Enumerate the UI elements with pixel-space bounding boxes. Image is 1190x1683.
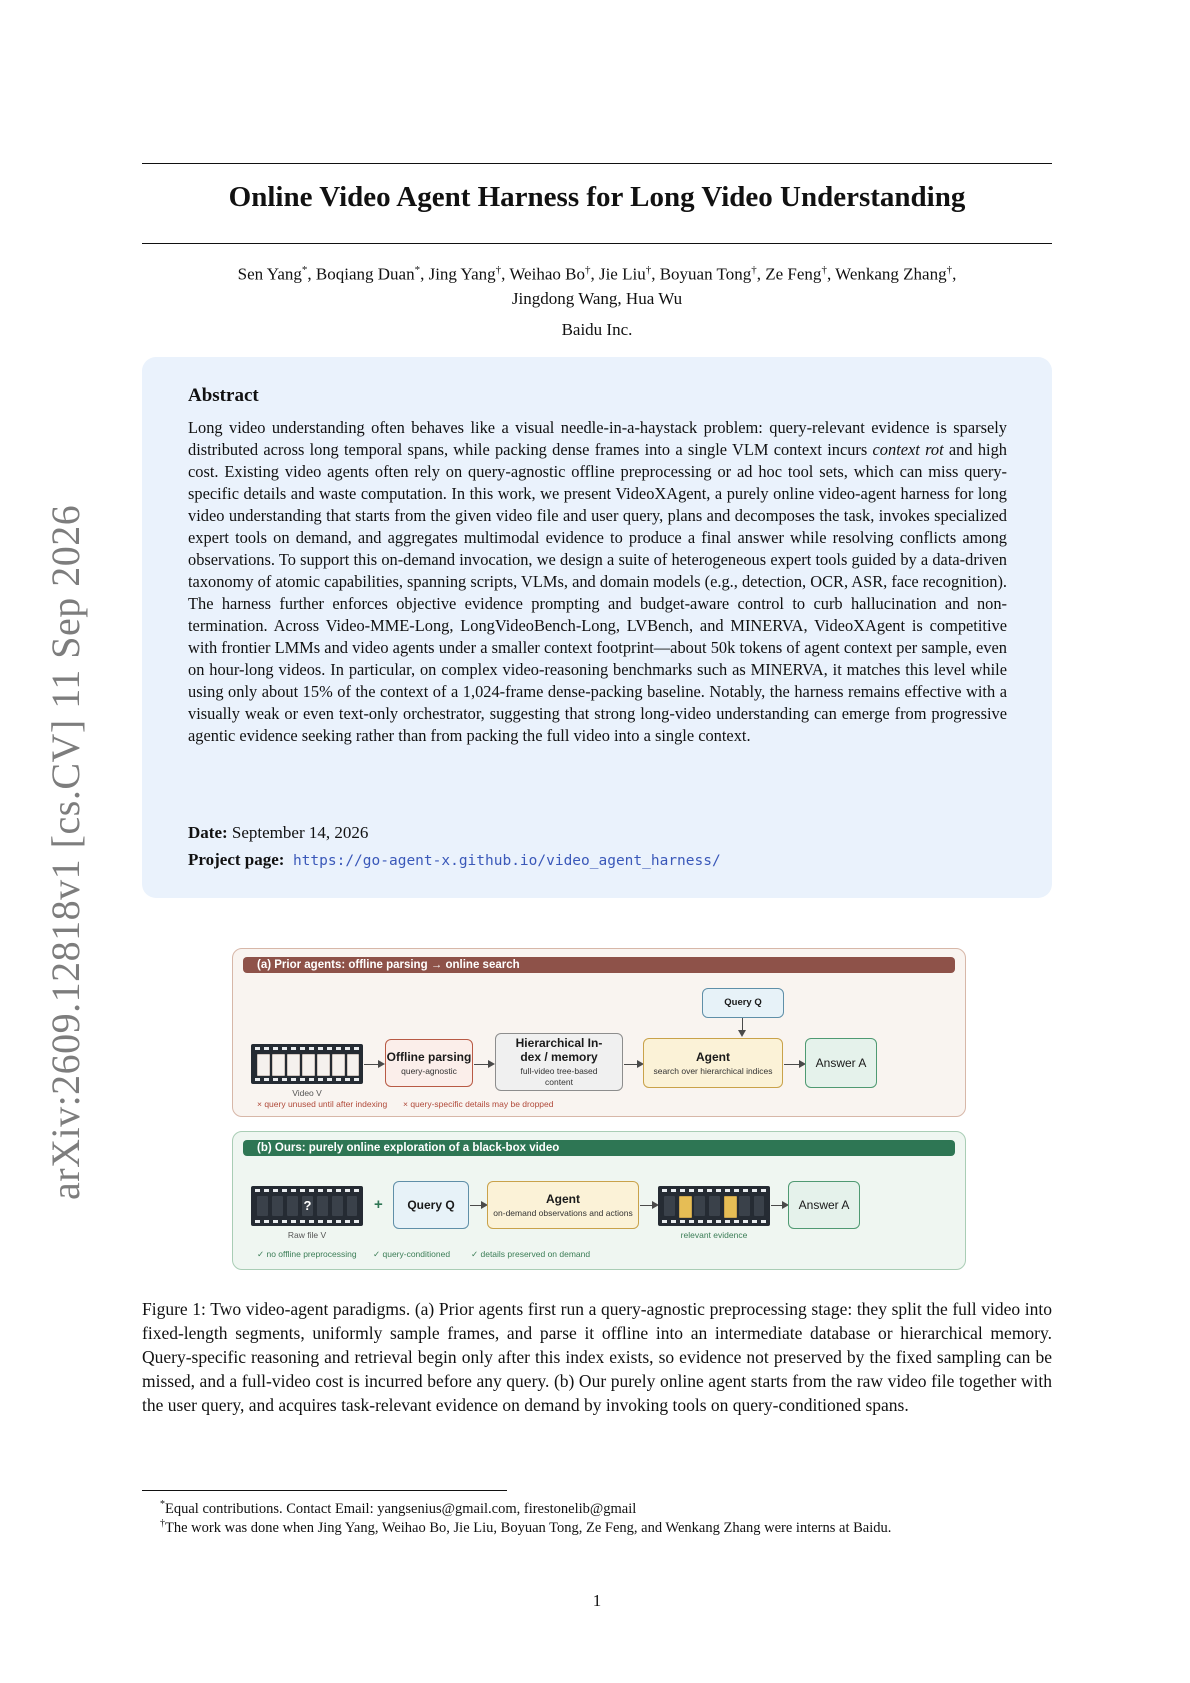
title-rule-bottom (142, 243, 1052, 244)
panel-b-agent-node (487, 1181, 639, 1229)
arrow-offline-to-index (474, 1064, 493, 1065)
offline-parsing-node (385, 1039, 473, 1087)
panel-a-agent-title: Agent (696, 1049, 730, 1064)
panel-a-answer-node (805, 1038, 877, 1088)
panel-b-raw-label: Raw file V (287, 1230, 327, 1240)
author-mark: † (946, 264, 953, 276)
arrow-agent-to-evidence (640, 1205, 657, 1206)
panel-a-query-label: Query Q (724, 997, 762, 1008)
abstract-project (188, 850, 721, 870)
unknown-content-icon: ? (302, 1196, 313, 1216)
abstract-date (188, 823, 368, 843)
highlighted-frame (724, 1196, 737, 1218)
author-name: Boqiang Duan (315, 264, 415, 284)
author-mark: † (584, 264, 591, 276)
panel-b-agent-title: Agent (546, 1191, 580, 1206)
offline-parsing-title: Offline parsing (386, 1049, 472, 1064)
panel-b-query-label: Query Q (407, 1198, 455, 1212)
arrow-query-to-agent (470, 1205, 486, 1206)
abstract-text-part-2: and high cost. Existing video agents often rely on query-agnostic offline preprocessing or ad hoc tool sets, which can miss query-specific details and waste computation. In this work, we present VideoXAgent, a purely online video-agent harness for long video understanding that starts from the given video file and user query, plans and decomposes the task, invokes specialized expert tools on demand, and aggregates multimodal evidence to produce a final answer while resolving conflicts among observations. To support this on-demand invocation, we design a suite of heterogeneous expert tools guided by a data-driven taxonomy of atomic capabilities, spanning scripts, VLMs, and domain models (e.g., detection, OCR, ASR, face recognition). The harness further enforces objective evidence prompting and budget-aware control to curb hallucination and non-termination. Across Video-MME-Long, LongVideoBench-Long, LVBench, and MINERVA, VideoXAgent is competitive with frontier LMMs and video agents under a smaller context footprint—about 50k tokens of agent context per sample, even on hour-long videos. In particular, on complex video-reasoning benchmarks such as MINERVA, it matches this level while using only about 15% of the context of a 1,024-frame dense-packing baseline. Notably, the harness remains effective with a visually weak or even text-only orchestrator, suggesting that strong long-video understanding can emerge from progressive agentic evidence seeking rather than from packing the full video into a single context. (188, 440, 1007, 745)
panel-b-note-2: ✓ query-conditioned (373, 1249, 451, 1259)
plus-icon: + (374, 1196, 383, 1213)
footnote-1-text: Equal contributions. Contact Email: yangsenius@gmail.com, firestonelib@gmail (165, 1500, 637, 1517)
arrow-video-to-offline (364, 1064, 383, 1065)
footnote-2 (142, 1514, 1052, 1538)
panel-b-answer-label: Answer A (798, 1198, 850, 1212)
panel-a-query-node (702, 988, 784, 1018)
footnote-2-mark: † (160, 1518, 165, 1529)
panel-a-video-filmstrip (251, 1044, 363, 1084)
panel-a-agent-node (643, 1038, 783, 1088)
page-number: 1 (592, 1591, 602, 1610)
figure-caption: Figure 1: Two video-agent paradigms. (a) Prior agents first run a query-agnostic preprocessing stage: they split the full video into fixed-length segments, uniformly sample frames, and parse it offline into an intermediate database or hierarchical memory. Query-specific reasoning and retrieval begin only after this index exists, so evidence not preserved by the fixed sampling can be missed, and a full-video cost is incurred before any query. (b) Our purely online agent starts from the raw video file together with the user query, and acquires task-relevant evidence on demand by invoking tools on query-conditioned spans. (142, 1299, 1052, 1415)
author-mark: * (301, 264, 308, 276)
date-label: Date: (188, 823, 228, 842)
panel-b-answer-node (788, 1181, 860, 1229)
footnote-rule (142, 1490, 507, 1491)
author-name: Jing Yang (428, 264, 496, 284)
title-rule-top (142, 163, 1052, 164)
project-link[interactable]: https://go-agent-x.github.io/video_agent_harness/ (292, 853, 721, 869)
author-name: Jie Liu (598, 264, 646, 284)
hierarchical-index-title: Hierarchical In-dex / memory (515, 1036, 603, 1064)
author-line-1: Sen Yang*, Boqiang Duan*, Jing Yang†, Weihao Bo†, Jie Liu†, Boyuan Tong†, Ze Feng†, Wenkang Zhang†, (237, 264, 957, 284)
author-mark: † (751, 264, 757, 276)
highlighted-frame (679, 1196, 692, 1218)
panel-a-video-label: Video V (292, 1088, 322, 1098)
panel-b-note-1: ✓ no offline preprocessing (257, 1249, 357, 1259)
author-name: Weihao Bo (509, 264, 585, 284)
panel-a-note-2: × query-specific details may be dropped (403, 1099, 554, 1109)
affiliation: Baidu Inc. (561, 320, 633, 339)
panel-a-agent-subtitle: search over hierarchical indices (653, 1065, 773, 1076)
relevant-evidence-label: relevant evidence (680, 1230, 748, 1240)
panel-a-note-1: × query unused until after indexing (257, 1099, 388, 1109)
query-down-arrow (742, 1018, 743, 1035)
author-mark: † (495, 264, 502, 276)
author-mark: † (645, 264, 652, 276)
panel-a-answer-label: Answer A (815, 1056, 867, 1070)
author-name: Boyuan Tong (659, 264, 752, 284)
panel-b-agent-subtitle: on-demand observations and actions (493, 1207, 633, 1218)
panel-a-title: (a) Prior agents: offline parsing → online search (243, 957, 955, 973)
panel-b-raw-filmstrip (251, 1186, 363, 1226)
arrow-agent-to-answer (784, 1064, 804, 1065)
abstract-heading: Abstract (188, 385, 259, 406)
panel-b-evidence-filmstrip (658, 1186, 770, 1226)
arxiv-identifier: arXiv:2609.12818v1 [cs.CV] 11 Sep 2026 (43, 504, 88, 1200)
paper-title: Online Video Agent Harness for Long Video Understanding (228, 181, 966, 213)
panel-b-note-3: ✓ details preserved on demand (471, 1249, 591, 1259)
author-line-2: Jingdong Wang, Hua Wu (511, 288, 683, 308)
author-name: Ze Feng (765, 264, 822, 284)
figure-panel-b (232, 1131, 966, 1270)
hierarchical-index-node (495, 1033, 623, 1091)
abstract-emphasis: context rot (872, 440, 944, 459)
abstract-text (188, 417, 1007, 747)
author-name: Sen Yang (237, 264, 302, 284)
panel-b-query-node (393, 1181, 469, 1229)
abstract-text-part-1: Long video understanding often behaves like a visual needle-in-a-haystack problem: query-relevant evidence is sparsely distributed across long temporal spans, while packing dense frames into a single VLM context incurs (188, 418, 1007, 459)
footnote-2-text: The work was done when Jing Yang, Weihao Bo, Jie Liu, Boyuan Tong, Ze Feng, and Wenkang Zhang were interns at Baidu. (165, 1519, 892, 1536)
author-list (142, 258, 1052, 311)
panel-b-title: (b) Ours: purely online exploration of a black-box video (243, 1140, 955, 1156)
author-name: Wenkang Zhang (835, 264, 947, 284)
abstract-box (142, 357, 1052, 898)
hierarchical-index-subtitle: full-video tree-based content (520, 1066, 598, 1087)
project-label: Project page: (188, 850, 285, 869)
arrow-evidence-to-answer (771, 1205, 787, 1206)
author-mark: † (821, 264, 827, 276)
arrow-index-to-agent (624, 1064, 642, 1065)
footnote-1-mark: * (160, 1499, 165, 1510)
date-value: September 14, 2026 (231, 823, 369, 842)
offline-parsing-subtitle: query-agnostic (401, 1065, 457, 1076)
figure-panel-a (232, 948, 966, 1117)
author-mark: * (414, 264, 421, 276)
